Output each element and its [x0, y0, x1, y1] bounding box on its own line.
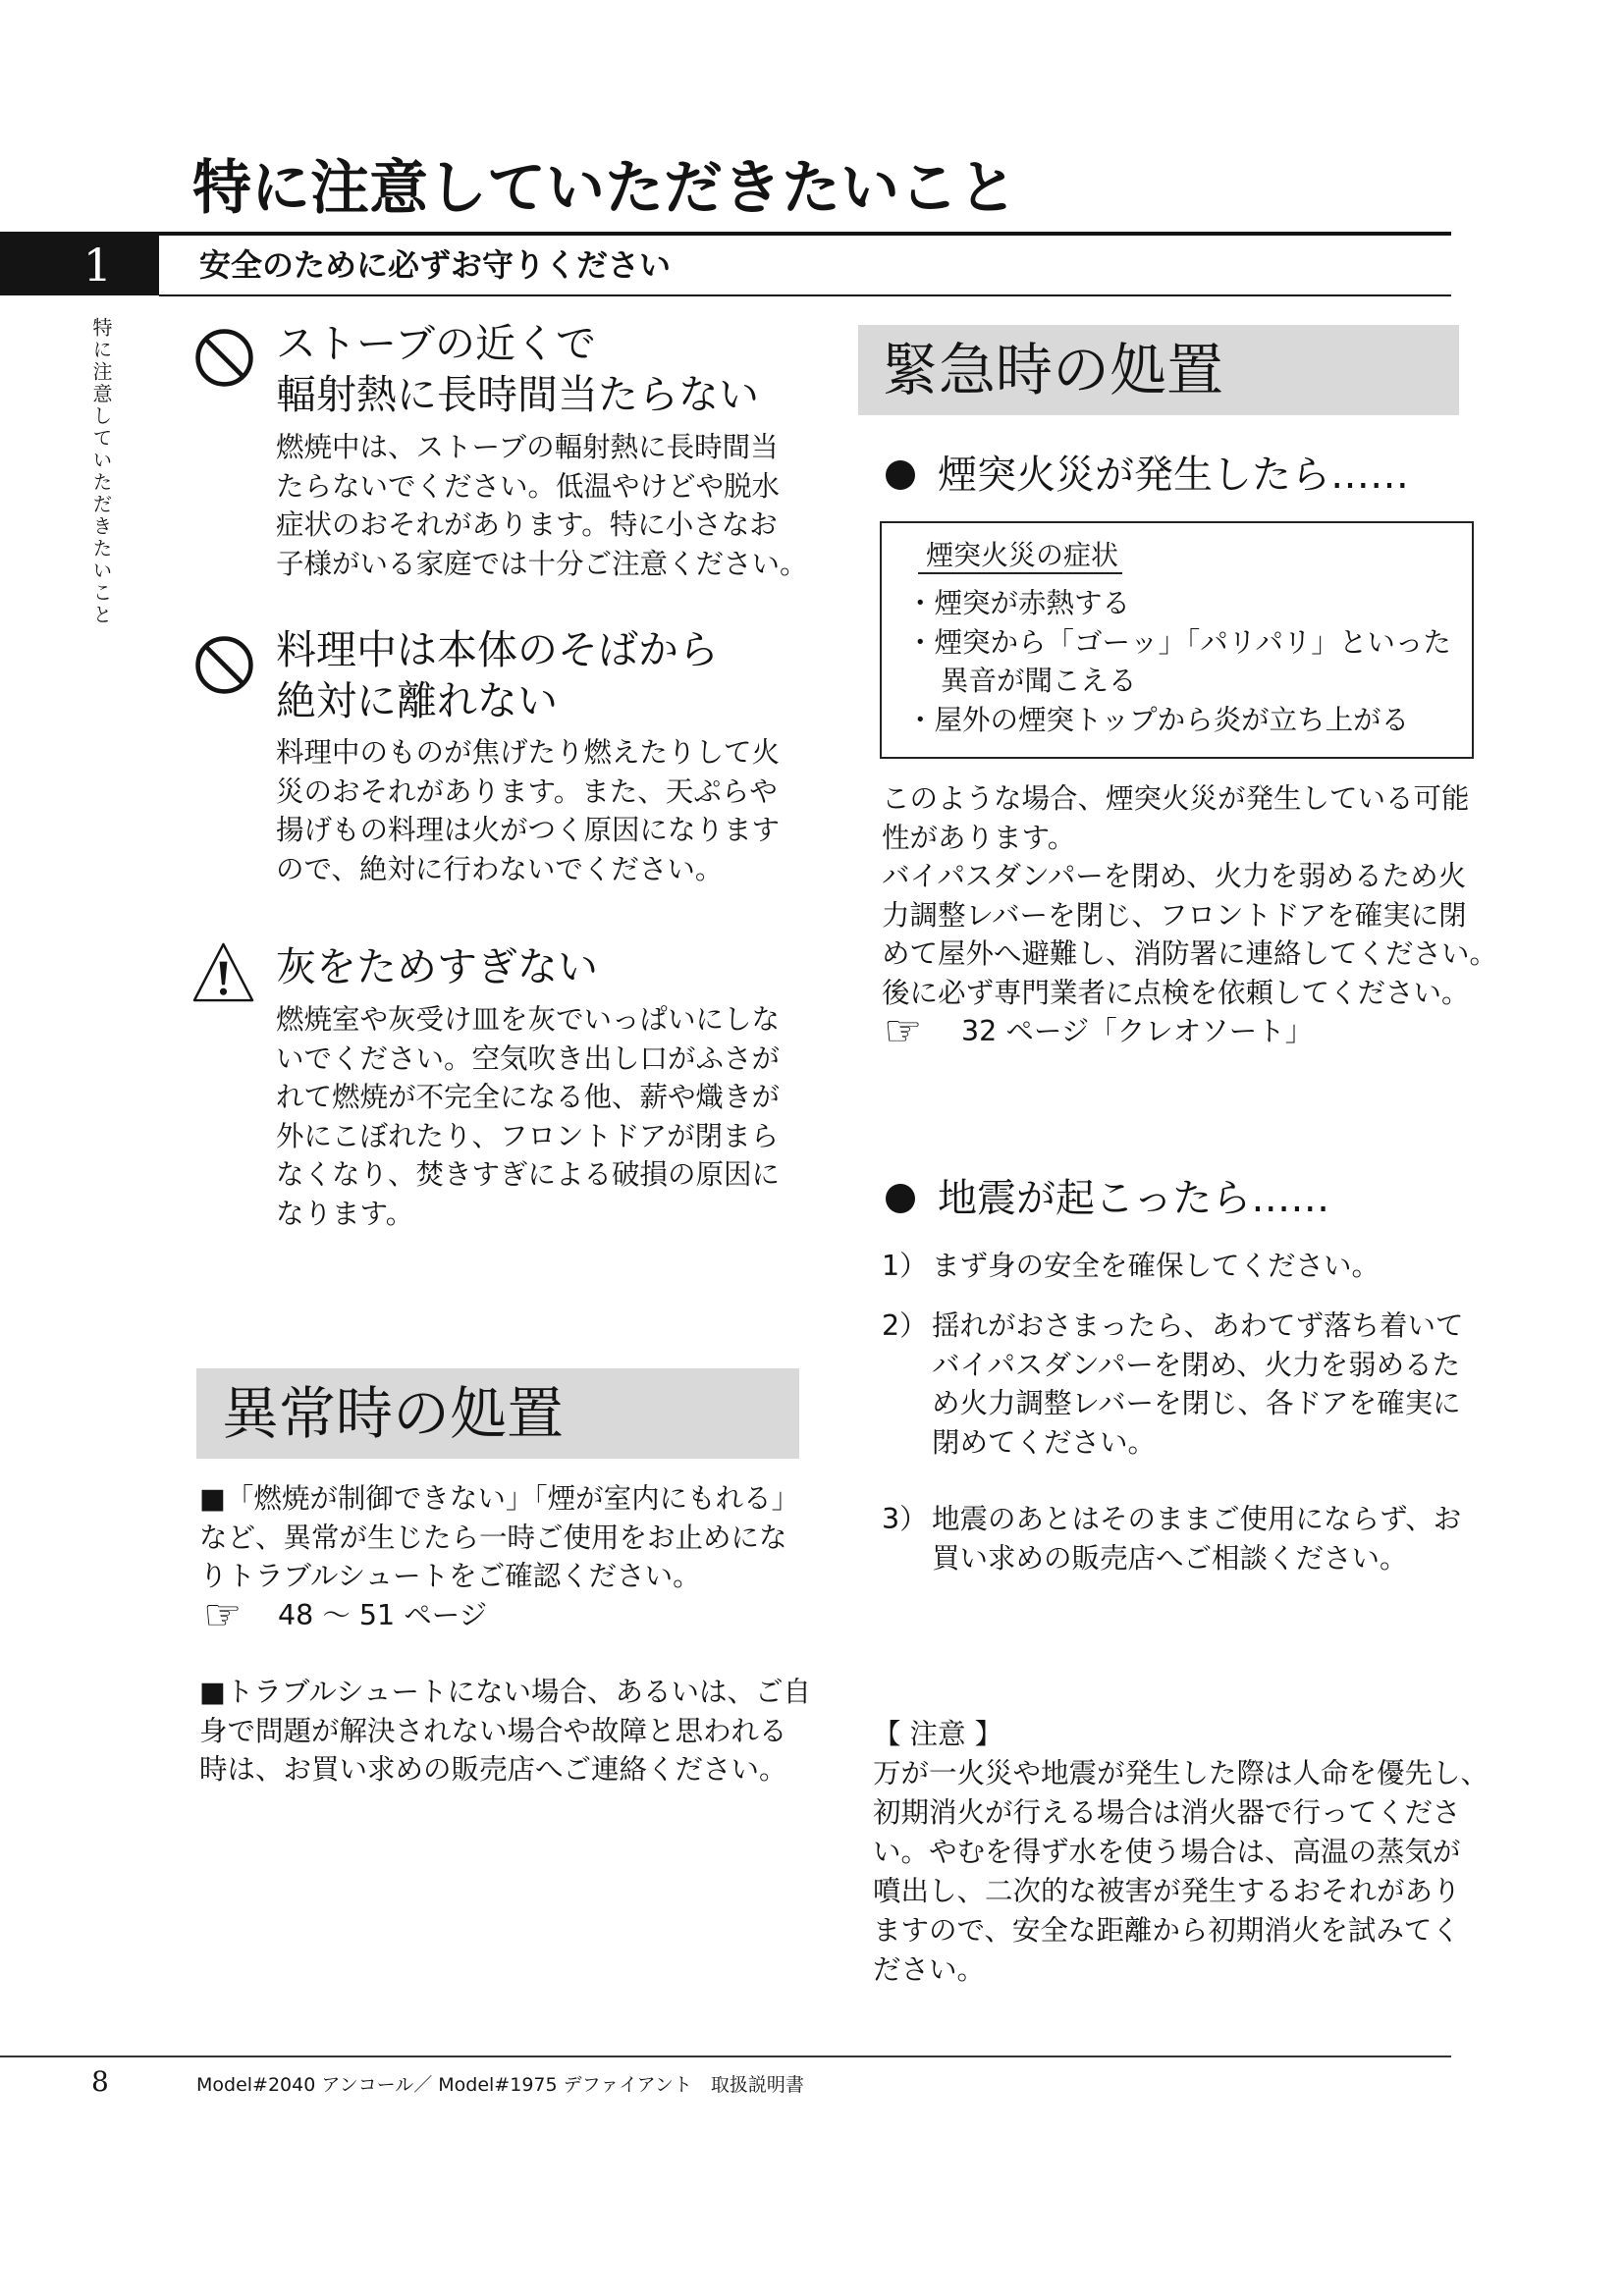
- body-line: ので、絶対に行わないでください。: [276, 852, 724, 885]
- step-number: 3）: [882, 1503, 928, 1535]
- list-item: ・煙突から「ゴーッ」「パリパリ」といった: [906, 625, 1451, 659]
- body-line: 身で問題が解決されない場合や故障と思われる: [199, 1714, 787, 1747]
- page-reference: 32 ページ「クレオソート」: [961, 1015, 1314, 1047]
- list-item-continuation: 異音が聞こえる: [941, 665, 1137, 697]
- body-line: バイパスダンパーを閉め、火力を弱めるため火: [882, 860, 1467, 892]
- page-title: 特に注意していただきたいこと: [192, 154, 1017, 223]
- body-line: 噴出し、二次的な被害が発生するおそれがあり: [873, 1875, 1461, 1907]
- body-line: なります。: [276, 1197, 414, 1230]
- heading-line: ストーブの近くで: [276, 320, 596, 367]
- heading-line: 輻射熱に長時間当たらない: [276, 371, 759, 418]
- body-line: バイパスダンパーを閉め、火力を弱めるた: [932, 1348, 1461, 1381]
- body-line: めて屋外へ避難し、消防署に連絡してください。: [882, 937, 1498, 970]
- body-line: 力調整レバーを閉じ、フロントドアを確実に閉: [882, 898, 1467, 932]
- heading-line: 灰をためすぎない: [276, 943, 598, 990]
- body-line: 閉めてください。: [932, 1425, 1157, 1459]
- body-line: りトラブルシュートをご確認ください。: [199, 1560, 701, 1592]
- bullet-icon: [886, 1184, 915, 1213]
- body-line: 外にこぼれたり、フロントドアが閉まら: [276, 1119, 780, 1152]
- body-line: 災のおそれがあります。また、天ぷらや: [276, 774, 778, 808]
- body-line: 子様がいる家庭では十分ご注意ください。: [276, 547, 808, 580]
- warning-heading: [276, 941, 598, 992]
- symptoms-title: 煙突火災の症状: [918, 539, 1122, 574]
- caution-block: [873, 1715, 1489, 1990]
- prohibition-icon: [194, 328, 254, 388]
- body-line: 料理中のものが焦げたり燃えたりして火: [276, 736, 781, 769]
- body-line: 万が一火災や地震が発生した際は人命を優先し、: [873, 1757, 1489, 1789]
- step-number: 2）: [882, 1309, 928, 1342]
- heading-line: 絶対に離れない: [276, 677, 558, 724]
- body-line: このような場合、煙突火災が発生している可能: [882, 782, 1470, 815]
- manual-title: Model#2040 アンコール／ Model#1975 デファイアント 取扱説明書: [196, 2074, 804, 2096]
- prohibition-icon: [194, 635, 254, 695]
- body-line: 燃焼室や灰受け皿を灰でいっぱいにしな: [276, 1003, 781, 1036]
- warning-body: [276, 733, 780, 888]
- step-text: [932, 1500, 1461, 1577]
- warning-body: [276, 1000, 780, 1233]
- body-line: ますので、安全な距離から初期消火を試みてく: [873, 1914, 1460, 1947]
- abnormal-paragraph-2: [199, 1673, 811, 1789]
- list-item: ・煙突が赤熱する: [906, 587, 1131, 619]
- body-line: など、異常が生じたら一時ご使用をお止めにな: [199, 1521, 787, 1554]
- section-header: 安全のために必ずお守りください: [199, 246, 672, 284]
- body-line: 地震のあとはそのままご使用にならず、お: [932, 1503, 1462, 1535]
- pointing-hand-icon: [203, 1596, 242, 1635]
- symptoms-list: [906, 584, 1451, 739]
- warning-heading: [276, 624, 719, 726]
- abnormal-paragraph-1: [199, 1479, 799, 1596]
- body-line: 買い求めの販売店へご相談ください。: [932, 1541, 1408, 1575]
- step-text: [932, 1307, 1464, 1462]
- step-number: 1）: [882, 1250, 928, 1282]
- bullet-icon: [886, 460, 915, 490]
- warning-triangle-icon: [192, 940, 254, 1004]
- body-line: なくなり、焚きすぎによる破損の原因に: [276, 1158, 781, 1191]
- body-line: 時は、お買い求めの販売店へご連絡ください。: [199, 1753, 787, 1786]
- body-line: 燃焼中は、ストーブの輻射熱に長時間当: [276, 431, 779, 463]
- abnormal-title-band: [196, 1368, 799, 1459]
- abnormal-title: 異常時の処置: [222, 1380, 565, 1447]
- list-item: ・屋外の煙突トップから炎が立ち上がる: [906, 703, 1410, 736]
- body-line: ■トラブルシュートにない場合、あるいは、ご自: [199, 1676, 812, 1708]
- body-line: 初期消火が行える場合は消火器で行ってくださ: [873, 1796, 1461, 1829]
- pointing-hand-icon: [884, 1012, 922, 1051]
- body-line: いでください。空気吹き出し口がふさが: [276, 1041, 781, 1075]
- chimney-fire-heading: 煙突火災が発生したら……: [938, 453, 1409, 498]
- chapter-number: 1: [0, 236, 159, 295]
- body-line: い。やむを得ず水を使う場合は、高温の蒸気が: [873, 1836, 1461, 1868]
- body-line: たらないでください。低温やけどや脱水: [276, 469, 781, 503]
- body-line: れて燃焼が不完全になる他、薪や熾きが: [276, 1081, 781, 1113]
- body-line: まず身の安全を確保してください。: [932, 1250, 1380, 1282]
- heading-line: 料理中は本体のそばから: [276, 626, 719, 673]
- emergency-title-band: [858, 325, 1459, 415]
- body-line: ださい。: [873, 1953, 986, 1986]
- body-line: ■「燃焼が制御できない」「煙が室内にもれる」: [199, 1482, 800, 1515]
- body-line: め火力調整レバーを閉じ、各ドアを確実に: [932, 1387, 1461, 1419]
- caution-title: 【 注意 】: [873, 1718, 1003, 1750]
- emergency-title: 緊急時の処置: [882, 337, 1224, 403]
- side-label: 特に注意していただきたいこと: [89, 317, 113, 626]
- body-line: 揚げもの料理は火がつく原因になります: [276, 814, 781, 846]
- page-number: 8: [91, 2065, 109, 2098]
- step-text: [932, 1247, 1380, 1286]
- chimney-fire-body: [882, 779, 1497, 1012]
- body-line: 性があります。: [882, 821, 1076, 854]
- footer-rule: [0, 2056, 1451, 2057]
- body-line: 後に必ず専門業者に点検を依頼してください。: [882, 976, 1470, 1009]
- body-line: 揺れがおさまったら、あわてず落ち着いて: [932, 1309, 1464, 1342]
- body-line: 症状のおそれがあります。特に小さなお: [276, 508, 778, 541]
- warning-body: [276, 428, 808, 583]
- warning-heading: [276, 318, 759, 420]
- page-reference: 48 ～ 51 ページ: [278, 1599, 488, 1631]
- earthquake-heading: 地震が起こったら……: [938, 1176, 1330, 1221]
